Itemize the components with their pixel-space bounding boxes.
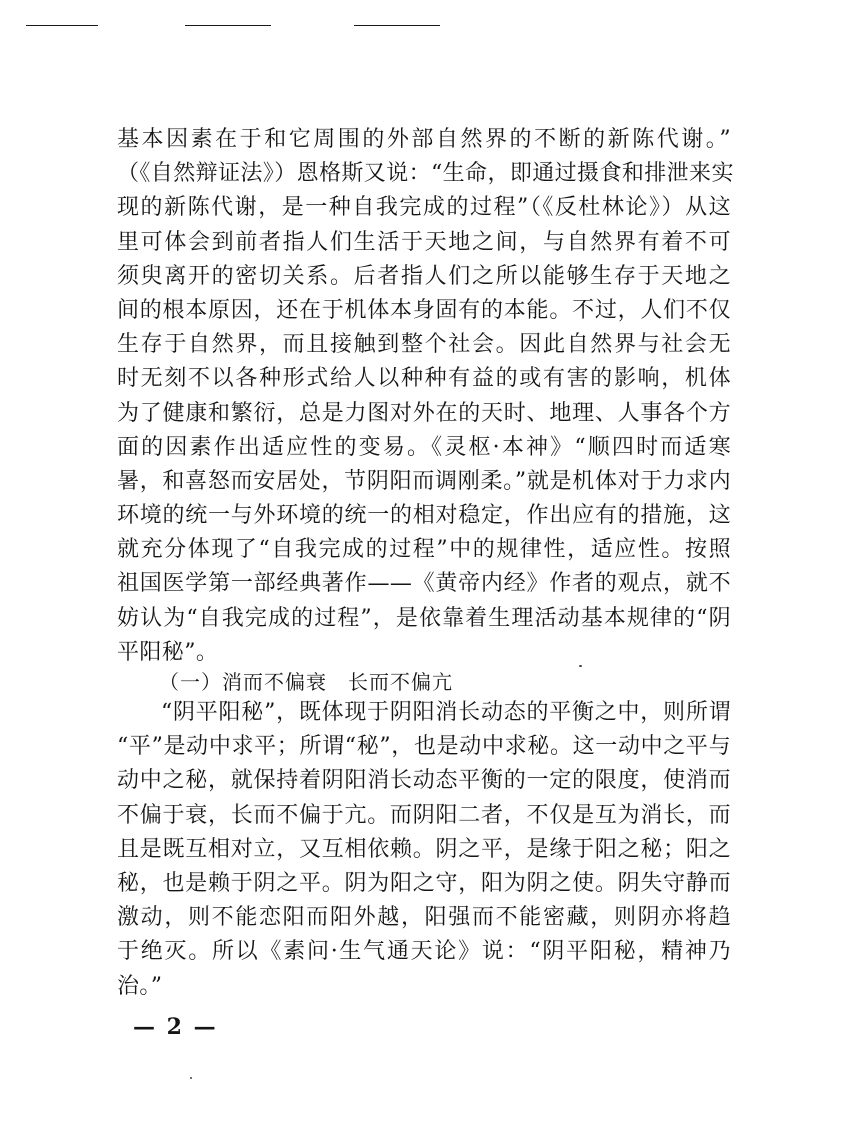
page-number: — 2 — <box>133 1014 218 1040</box>
text-line: 暑，和喜怒而安居处，节阴阳而调刚柔。”就是机体对于力求内 <box>117 468 731 494</box>
text-line: 秘，也是赖于阴之平。阴为阳之守，阳为阴之使。阴失守静而 <box>117 870 731 896</box>
text-line: 祖国医学第一部经典著作——《黄帝内经》作者的观点，就不 <box>117 571 731 597</box>
text-line: （《自然辩证法》）恩格斯又说：“生命，即通过摄食和排泄来实 <box>117 161 734 187</box>
text-line: 现的新陈代谢，是一种自我完成的过程”（《反杜林论》）从这 <box>117 195 731 221</box>
print-speck <box>190 1077 192 1079</box>
header-rule-middle <box>185 25 271 26</box>
text-line: “阴平阳秘”，既体现于阴阳消长动态的平衡之中，则所谓 <box>161 700 731 725</box>
print-speck <box>579 665 582 667</box>
text-line: 基本因素在于和它周围的外部自然界的不断的新陈代谢。” <box>117 127 731 152</box>
text-line: 且是既互相对立，又互相依赖。阴之平，是缘于阳之秘；阳之 <box>117 836 731 862</box>
second-paragraph <box>117 696 731 1004</box>
text-line: 治。” <box>117 973 163 999</box>
text-line: 为了健康和繁衍，总是力图对外在的天时、地理、人事各个方 <box>117 400 731 426</box>
header-rule-right <box>354 25 440 26</box>
text-line: 平阳秘”。 <box>117 639 219 665</box>
text-line: 激动，则不能恋阳而阳外越，阳强而不能密藏，则阴亦将趋 <box>117 905 731 931</box>
text-line: 动中之秘，就保持着阴阳消长动态平衡的一定的限度，使消而 <box>117 768 731 794</box>
text-line: 面的因素作出适应性的变易。《灵枢·本神》“顺四时而适寒 <box>117 434 731 460</box>
text-line: 时无刻不以各种形式给人以种种有益的或有害的影响，机体 <box>117 366 731 392</box>
text-line: 环境的统一与外环境的统一的相对稳定，作出应有的措施，这 <box>117 503 731 529</box>
text-line: 于绝灭。所以《素问·生气通天论》说：“阴平阳秘，精神乃 <box>117 939 731 965</box>
text-line: 不偏于衰，长而不偏于亢。而阴阳二者，不仅是互为消长，而 <box>117 802 731 828</box>
text-line: 生存于自然界，而且接触到整个社会。因此自然界与社会无 <box>117 332 731 358</box>
header-rule-left <box>26 25 98 26</box>
text-line: 就充分体现了“自我完成的过程”中的规律性，适应性。按照 <box>117 537 731 563</box>
text-line: 须臾离开的密切关系。后者指人们之所以能够生存于天地之 <box>117 263 731 289</box>
text-line: “平”是动中求平；所谓“秘”，也是动中求秘。这一动中之平与 <box>117 734 731 760</box>
section-heading: （一）消而不偏衰 长而不偏亢 <box>159 670 453 694</box>
text-line: 妨认为“自我完成的过程”，是依靠着生理活动基本规律的“阴 <box>117 605 731 631</box>
text-line: 间的根本原因，还在于机体本身固有的本能。不过，人们不仅 <box>117 297 731 323</box>
main-paragraph <box>117 123 734 670</box>
text-line: 里可体会到前者指人们生活于天地之间，与自然界有着不可 <box>117 229 731 255</box>
